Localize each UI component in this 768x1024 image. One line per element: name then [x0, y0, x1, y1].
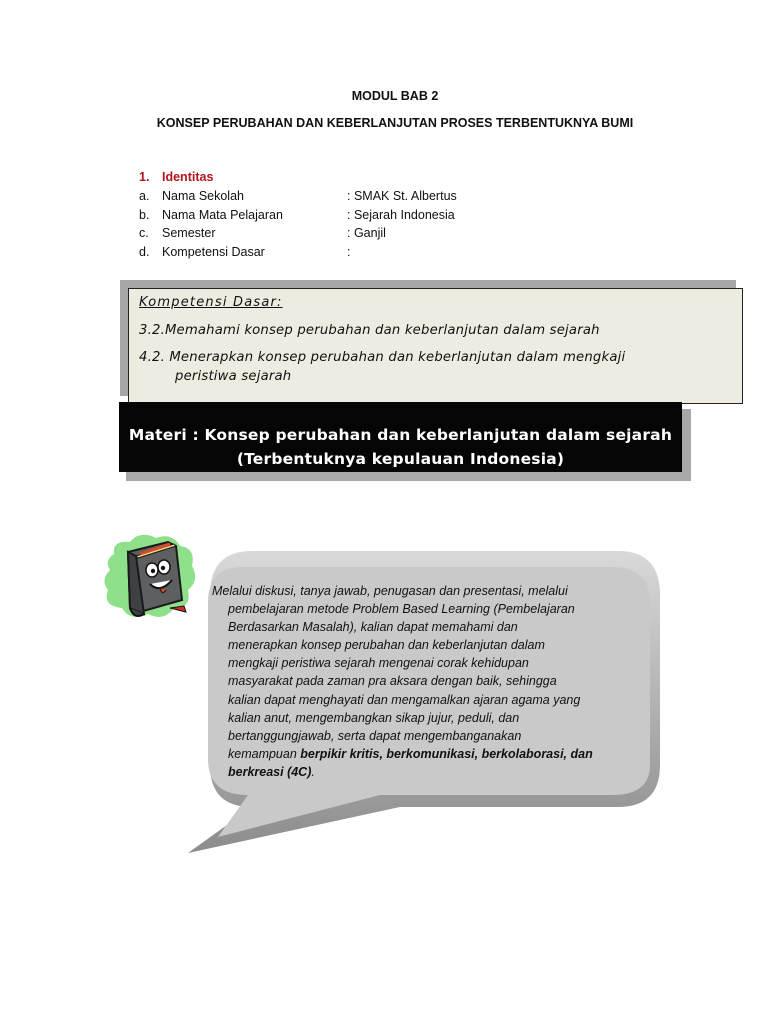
materi-title: Materi : Konsep perubahan dan keberlanjutan dalam sejarah — [128, 426, 673, 444]
identity-row-value: : — [347, 245, 351, 260]
identity-row-letter: a. — [139, 188, 150, 203]
kompetensi-box — [128, 288, 743, 404]
identity-row-letter: c. — [139, 226, 149, 241]
bubble-line: Berdasarkan Masalah), kalian dapat memahami dan — [228, 620, 518, 635]
identity-row-value: : Ganjil — [347, 226, 386, 241]
identity-heading-number: 1. — [139, 170, 150, 184]
bubble-line-bold: berkreasi (4C) — [228, 764, 312, 779]
identity-row-value: : SMAK St. Albertus — [347, 188, 457, 203]
bubble-line — [212, 763, 642, 781]
bubble-line-end: . — [311, 764, 315, 779]
identity-heading-label: Identitas — [162, 170, 214, 184]
identity-row-label: Nama Sekolah — [162, 188, 244, 203]
bubble-line-bold: berpikir kritis, berkomunikasi, berkolaborasi, dan — [300, 746, 593, 761]
document-subtitle: KONSEP PERUBAHAN DAN KEBERLANJUTAN PROSES TERBENTUKNYA BUMI — [156, 116, 634, 130]
bubble-line: bertanggungjawab, serta dapat mengembanganakan — [228, 728, 522, 743]
bubble-line: pembelajaran metode Problem Based Learning (Pembelajaran — [228, 602, 575, 617]
identity-row-label: Kompetensi Dasar — [162, 245, 265, 260]
bubble-line: Melalui diskusi, tanya jawab, penugasan dan presentasi, melalui — [212, 584, 568, 598]
bubble-line-plain: kemampuan — [228, 746, 301, 761]
bubble-line: kalian dapat menghayati dan mengamalkan ajaran agama yang — [228, 692, 581, 707]
kompetensi-title: Kompetensi Dasar: — [139, 295, 283, 310]
kompetensi-item: 3.2.Memahami konsep perubahan dan keberlanjutan dalam sejarah — [139, 323, 600, 338]
bubble-line: menerapkan konsep perubahan dan keberlanjutan dalam — [228, 638, 545, 653]
kompetensi-item-continuation: peristiwa sejarah — [175, 369, 292, 384]
bubble-line — [212, 745, 642, 763]
document-title: MODUL BAB 2 — [351, 89, 439, 103]
identity-row-letter: b. — [139, 207, 150, 222]
materi-subtitle: (Terbentuknya kepulauan Indonesia) — [236, 450, 565, 468]
materi-banner — [119, 402, 682, 472]
kompetensi-item: 4.2. Menerapkan konsep perubahan dan keberlanjutan dalam mengkaji — [139, 350, 626, 365]
bubble-line: kalian anut, mengembangkan sikap jujur, peduli, dan — [228, 710, 520, 725]
identity-row-letter: d. — [139, 245, 150, 260]
identity-row-value: : Sejarah Indonesia — [347, 207, 455, 222]
bubble-text — [212, 582, 642, 781]
bubble-line: mengkaji peristiwa sejarah mengenai corak kehidupan — [228, 656, 529, 671]
bubble-line: masyarakat pada zaman pra aksara dengan baik, sehingga — [228, 674, 557, 689]
identity-row-label: Nama Mata Pelajaran — [162, 207, 283, 222]
identity-row-label: Semester — [162, 226, 216, 241]
